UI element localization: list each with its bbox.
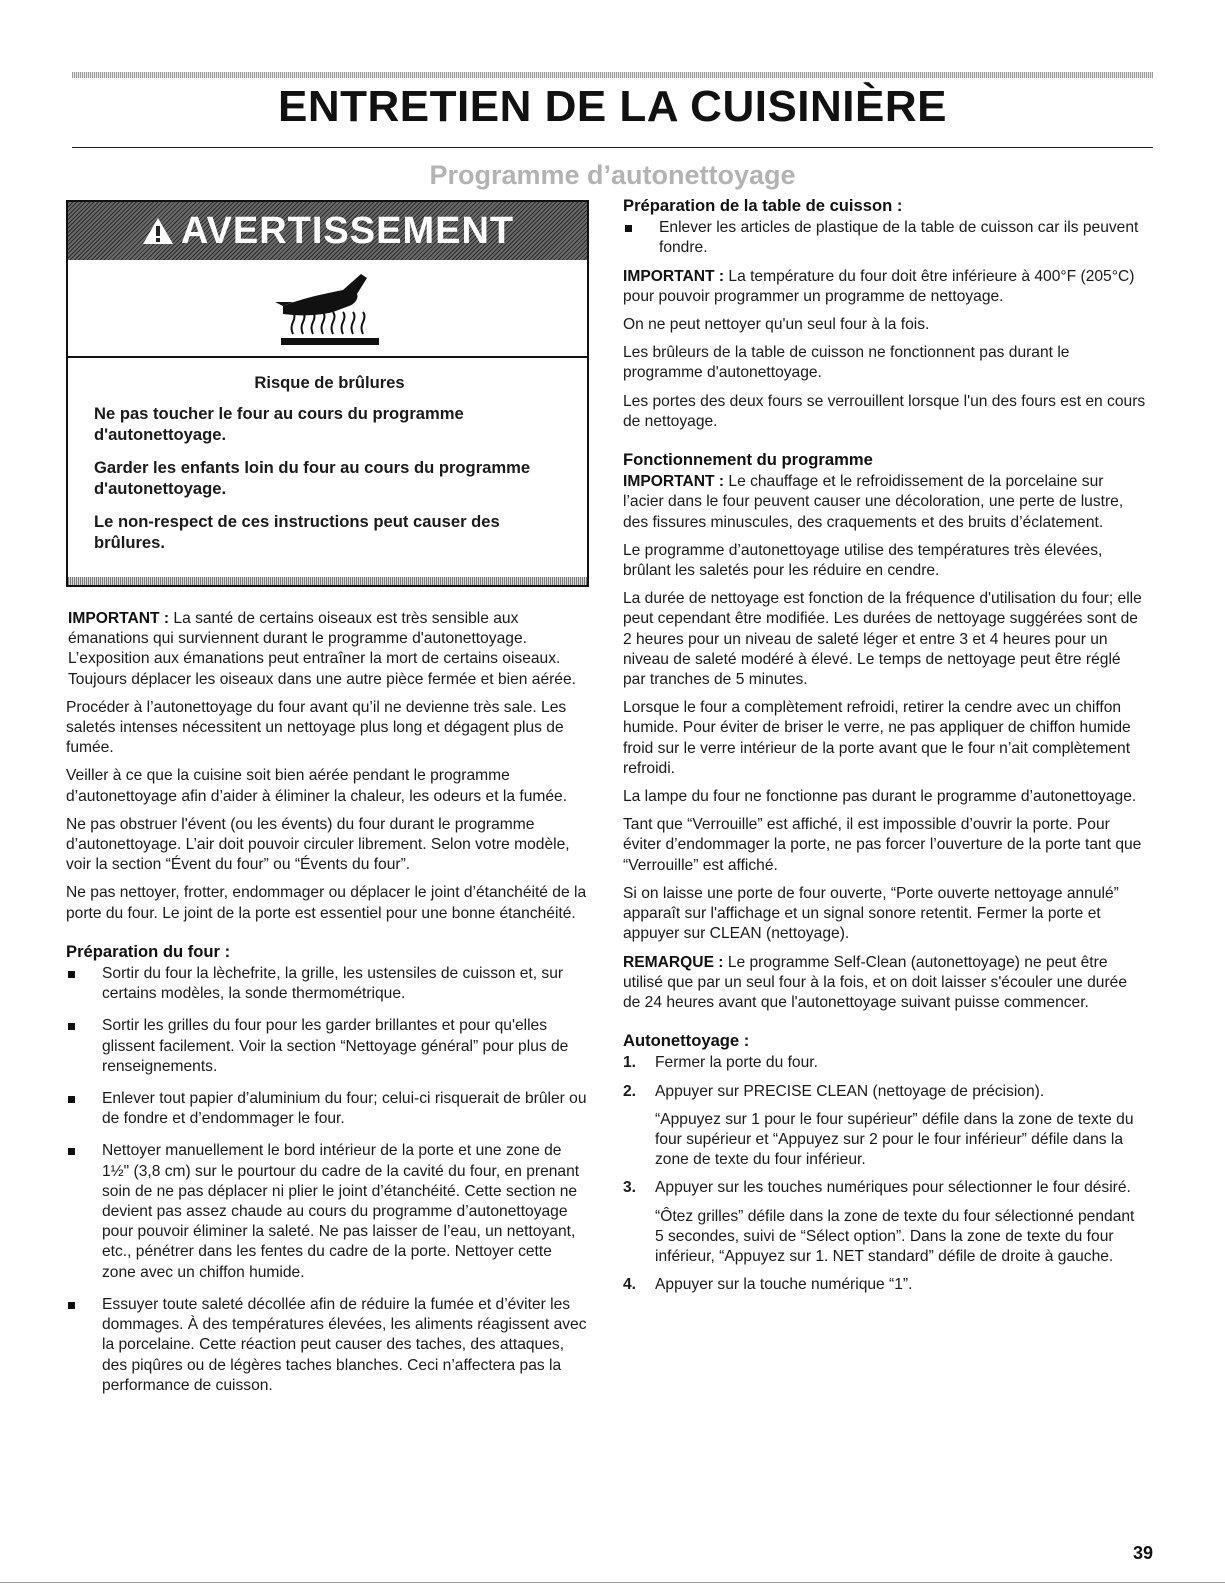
self-clean-steps (623, 1053, 1146, 1295)
warning-risk-title: Risque de brûlures (254, 373, 405, 392)
prep-cooktop-list (623, 218, 1146, 258)
step-text: Appuyer sur la touche numérique “1”. (655, 1276, 913, 1294)
important-label: IMPORTANT : (68, 610, 170, 627)
paragraph-important-temp (623, 267, 1146, 307)
warning-line: Ne pas toucher le four au cours du programme d'autonettoyage. (94, 404, 464, 444)
paragraph: La durée de nettoyage est fonction de la fréquence d'utilisation du four; elle peut cependant être modifiée. Les durées de nettoyage suggérées sont de 2 heures pour un niveau de saleté léger et entre 3 et 4 heures pour un niveau de saleté modéré à élevé. Le temps de nettoyage peut être réglé par tranches de 5 minutes. (623, 590, 1142, 689)
left-column (66, 200, 589, 1408)
step-text: Fermer la porte du four. (655, 1054, 818, 1072)
bottom-rule (0, 1582, 1225, 1583)
paragraph: Les portes des deux fours se verrouillent lorsque l'un des fours est en cours de nettoyage. (623, 392, 1146, 430)
subheading-self-clean: Autonettoyage : (623, 1031, 750, 1051)
paragraph: Ne pas nettoyer, frotter, endommager ou déplacer le joint d’étanchéité de la porte du four. Le joint de la porte est essentiel pour une bonne étanchéité. (66, 884, 587, 922)
warning-triangle-icon (141, 216, 175, 246)
subheading-prep-cooktop: Préparation de la table de cuisson : (623, 196, 903, 215)
step-text: Appuyer sur PRECISE CLEAN (nettoyage de précision). (655, 1082, 1045, 1100)
paragraph-text: La température du four doit être inférieure à 400°F (205°C) pour pouvoir programmer un programme de nettoyage. (623, 267, 1135, 305)
subheading-operation: Fonctionnement du programme (623, 450, 873, 470)
warning-line: Garder les enfants loin du four au cours du programme d'autonettoyage. (94, 458, 531, 498)
paragraph: Si on laisse une porte de four ouverte, “Porte ouverte nettoyage annulé” apparaît sur l'affichage et un signal sonore retentit. Fermer la porte et appuyer sur CLEAN (nettoyage). (623, 884, 1119, 943)
prep-oven-list (66, 964, 589, 1396)
paragraph: Procéder à l’autonettoyage du four avant qu’il ne devienne très sale. Les saletés intenses nécessitent un nettoyage plus long et dégagent plus de fumée. (66, 698, 567, 757)
step-number: 1. (623, 1054, 637, 1072)
warning-body (68, 358, 587, 577)
remark-label: REMARQUE : (623, 953, 724, 971)
paragraph-text: Le programme Self-Clean (autonettoyage) ne peut être utilisé que par un seul four à la fois, et on doit laisser s'écouler une durée de 24 heures avant que l'autonettoyage suivant puisse commencer. (623, 953, 1128, 1011)
step-number: 3. (623, 1179, 637, 1197)
important-label: IMPORTANT : (623, 473, 725, 491)
step-text: Appuyer sur les touches numériques pour sélectionner le four désiré. (655, 1179, 1131, 1197)
paragraph-text: Le chauffage et le refroidissement de la porcelaine sur l’acier dans le four peuvent causer une décoloration, une perte de lustre, des fissures minuscules, des craquements et des bruits d’éclatement. (623, 473, 1124, 531)
list-item: Nettoyer manuellement le bord intérieur de la porte et une zone de 1½" (3,8 cm) sur le pourtour du cadre de la cavité du four, en prenant soin de ne pas déplacer ni plier le joint d’étanchéité. Cette section ne devient pas assez chaude au cours du programme d’autonettoyage pour pouvoir éliminer la saleté. Ne pas laisser de l’eau, un nettoyant, etc., pénétrer dans les fentes du cadre de la porte. Nettoyer cette zone avec un chiffon humide. (66, 1141, 589, 1282)
paragraph-important-porcelain (623, 472, 1146, 533)
important-label: IMPORTANT : (623, 267, 725, 285)
warning-header-label: AVERTISSEMENT (180, 209, 515, 252)
right-column (623, 196, 1146, 1303)
warning-image-area (68, 260, 587, 358)
paragraph-text: La santé de certains oiseaux est très sensible aux émanations qui surviennent durant le programme d'autonettoyage. L’exposition aux émanations peut entraîner la mort de certains oiseaux. Toujours déplacer les oiseaux dans une autre pièce fermée et bien aérée. (68, 610, 576, 688)
step-number: 4. (623, 1276, 637, 1294)
step-detail: “Appuyez sur 1 pour le four supérieur” défile dans la zone de texte du four supérieur et “Appuyez sur 2 pour le four inférieur” défile dans la zone de texte du four inférieur. (655, 1110, 1134, 1169)
warning-footer-band (68, 577, 587, 585)
subheading-prep-oven: Préparation du four : (66, 941, 231, 961)
title-rule (72, 147, 1153, 148)
step-item (623, 1082, 1146, 1171)
paragraph: Tant que “Verrouille” est affiché, il est impossible d’ouvrir la porte. Pour éviter d’endommager la porte, ne pas forcer l’ouverture de la porte tant que “Verrouille” est affiché. (623, 816, 1142, 874)
paragraph: Le programme d’autonettoyage utilise des températures très élevées, brûlant les saletés pour les réduire en cendre. (623, 541, 1103, 580)
section-title: Programme d’autonettoyage (429, 160, 796, 190)
list-item: Sortir les grilles du four pour les garder brillantes et pour qu'elles glissent facilement. Voir la section “Nettoyage général” pour plus de renseignements. (66, 1016, 589, 1077)
step-detail: “Ôtez grilles” défile dans la zone de texte du four sélectionné pendant 5 secondes, suivi de “Sélect option”. Dans la zone de texte du four inférieur, “Appuyez sur 1. NET standard” défile de droite à gauche. (655, 1207, 1135, 1265)
warning-box (66, 200, 589, 587)
top-decorative-band (72, 72, 1153, 78)
step-item (623, 1275, 1146, 1295)
list-item: Enlever tout papier d’aluminium du four; celui-ci risquerait de brûler ou de fondre et d’endommager le four. (66, 1089, 589, 1129)
hot-surface-hand-icon (263, 268, 393, 348)
paragraph: La lampe du four ne fonctionne pas durant le programme d’autonettoyage. (623, 788, 1137, 806)
paragraph: Veiller à ce que la cuisine soit bien aérée pendant le programme d’autonettoyage afin d’aider à éliminer la chaleur, les odeurs et la fumée. (66, 767, 568, 805)
step-number: 2. (623, 1082, 637, 1100)
paragraph: Ne pas obstruer l'évent (ou les évents) du four durant le programme d’autonettoyage. L’air doit pouvoir circuler librement. Selon votre modèle, voir la section “Évent du four” ou “Évents du four”. (66, 815, 570, 874)
paragraph: Les brûleurs de la table de cuisson ne fonctionnent pas durant le programme d'autonettoyage. (623, 344, 1070, 382)
paragraph: Lorsque le four a complètement refroidi, retirer la cendre avec un chiffon humide. Pour éviter de briser le verre, ne pas appliquer de chiffon humide froid sur le verre intérieur de la porte avant que le four n’ait complètement refroidi. (623, 699, 1131, 777)
warning-header (68, 202, 587, 260)
paragraph-important-birds (66, 609, 589, 690)
list-item: Essuyer toute saleté décollée afin de réduire la fumée et d’éviter les dommages. À des températures élevées, les aliments réagissent avec la porcelaine. Cette réaction peut causer des taches, des attaques, des piqûres ou de légères taches blanches. Ceci n’affectera pas la performance de cuisson. (66, 1295, 589, 1396)
paragraph: On ne peut nettoyer qu'un seul four à la fois. (623, 316, 930, 334)
list-item: Enlever les articles de plastique de la table de cuisson car ils peuvent fondre. (623, 218, 1146, 258)
page-number: 39 (1132, 1543, 1153, 1563)
paragraph-remark (623, 953, 1146, 1014)
step-item (623, 1178, 1146, 1267)
list-item: Sortir du four la lèchefrite, la grille, les ustensiles de cuisson et, sur certains modèles, la sonde thermométrique. (66, 964, 589, 1004)
page-title: ENTRETIEN DE LA CUISINIÈRE (278, 82, 947, 131)
warning-line: Le non-respect de ces instructions peut causer des brûlures. (94, 512, 500, 552)
step-item (623, 1053, 1146, 1073)
